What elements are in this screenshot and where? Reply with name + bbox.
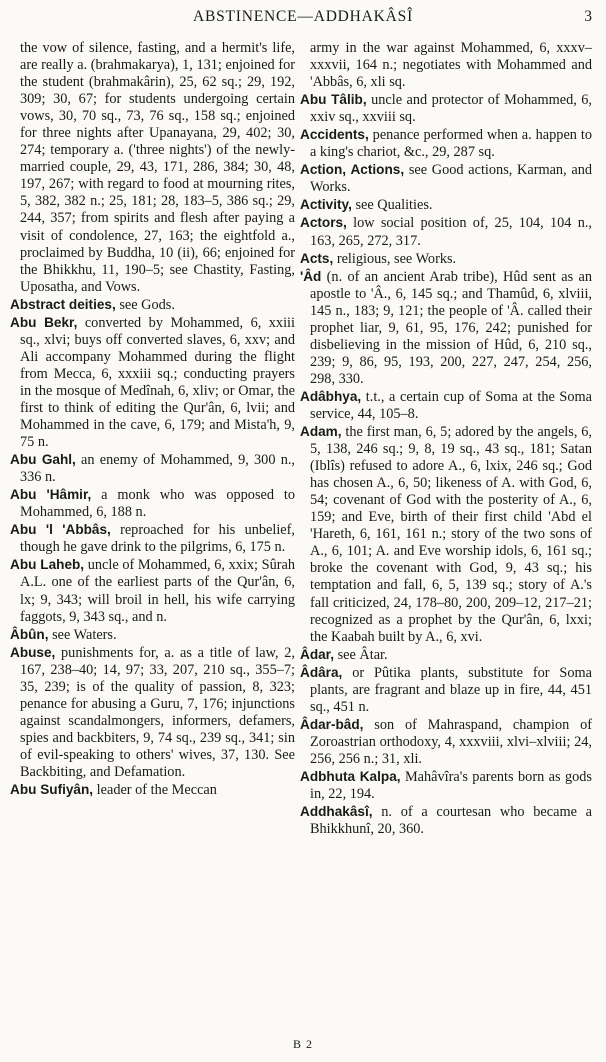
entry-text: army in the war against Mohammed, 6, xxxv–xxxvii, 164 n.; negotiates with Mohammed and 'Abbâs, 6, xli sq. bbox=[310, 40, 592, 91]
entry-term: Abu Laheb, bbox=[10, 557, 85, 573]
index-entry bbox=[10, 314, 295, 451]
entry-term: Abstract deities, bbox=[10, 296, 116, 312]
entry-text: or Pûtika plants, substitute for Soma plants, are fragrant and blaze up in fire, 44, 451 sq., 451 n. bbox=[310, 664, 592, 715]
entry-text: t.t., a certain cup of Soma at the Soma service, 44, 105–8. bbox=[310, 388, 592, 422]
index-entry bbox=[10, 486, 295, 521]
index-entry bbox=[10, 40, 295, 296]
entry-text: religious, see Works. bbox=[333, 250, 457, 267]
entry-text: an enemy of Mohammed, 9, 300 n., 336 n. bbox=[20, 452, 295, 486]
entry-term: Actors, bbox=[300, 215, 347, 231]
entry-term: 'Âd bbox=[300, 268, 322, 284]
entry-text: Mahâvîra's parents born as gods in, 22, 194. bbox=[310, 768, 592, 803]
index-entry bbox=[10, 626, 295, 644]
entry-text: see Gods. bbox=[115, 296, 175, 313]
entry-term: Abu Tâlib, bbox=[300, 92, 367, 108]
entry-term: Abu 'l 'Abbâs, bbox=[10, 522, 111, 538]
index-entry bbox=[300, 646, 592, 664]
entry-term: Abu Gahl, bbox=[10, 452, 76, 468]
entry-term: Âdar, bbox=[300, 646, 334, 662]
entry-text: (n. of an ancient Arab tribe), Hûd sent as an apostle to 'Â., 6, 145 sq.; and Thamûd, 6, xlviii, 145 n., 183; 9, 121; the people of 'Â. called their prophet liar, 9, 61, 95, 176, 242; punished for disbelieving in the mission of Hûd, 6, 210 sq., 239; 9, 86, 95, 193, 200, 227, 247, 254, 256, 298, 330. bbox=[310, 268, 592, 387]
entry-term: Abu Sufiyân, bbox=[10, 782, 94, 798]
entry-text: the first man, 6, 5; adored by the angels, 6, 5, 138, 246 sq.; 9, 8, 19 sq., 43 sq., 181; Satan (Iblîs) refused to adore A., 6, lxix, 246 sq.; God has chosen A., 6, 50; likeness of A. with God, 6, 54; covenant of God with the posterity of A., 6, 159; and Eve, birth of their first child 'Abd el 'Hareth, 6, 161, 161 n.; story of the two sons of A., 6, 101; A. and Eve worship idols, 6, 161 sq.; broke the covenant with God, 9, 43 sq.; his temptation and fall, 6, 5, 139 sq.; story of A.'s fall criticized, 24, 178–80, 200, 209–12, 217–21; recognized as a prophet by the Qur'ân, 6, lxxi; the Kaabah built by A., 6, xvi. bbox=[310, 424, 592, 645]
entry-text: see Âtar. bbox=[334, 646, 388, 663]
index-entry bbox=[300, 161, 592, 196]
entry-term: Abuse, bbox=[10, 644, 56, 660]
index-entry bbox=[300, 423, 592, 646]
index-entry bbox=[300, 716, 592, 768]
index-entry bbox=[300, 250, 592, 268]
entry-text: converted by Mohammed, 6, xxiii sq., xlvi; buys off converted slaves, 6, xxv; and Ali accompany Mohammed during the flight from Mecca, 6, xxxiii sq.; conducting prayers in the mosque of Medînah, 6, xliv; or Omar, the first to think of editing the Qur'ân, 6, lvii; and Mohammed in the cave, 6, 179; and Mista'h, 9, 75 n. bbox=[20, 314, 295, 451]
signature-mark: B 2 bbox=[292, 1037, 313, 1051]
entry-term: Acts, bbox=[300, 250, 334, 266]
entry-text: see Good actions, Karman, and Works. bbox=[310, 162, 593, 196]
index-entry bbox=[300, 803, 592, 838]
page-header bbox=[0, 6, 606, 28]
entry-term: Accidents, bbox=[300, 127, 369, 143]
entry-text: a monk who was opposed to Mohammed, 6, 188 n. bbox=[20, 487, 295, 521]
index-entry bbox=[300, 268, 592, 388]
index-entry bbox=[300, 91, 592, 126]
index-entry bbox=[10, 644, 295, 781]
entry-term: Adbhuta Kalpa, bbox=[300, 768, 401, 784]
left-column bbox=[10, 40, 295, 799]
entry-text: low social position of, 25, 104, 104 n., 163, 265, 272, 317. bbox=[310, 215, 592, 249]
index-entry bbox=[10, 296, 295, 314]
entry-term: Âdâra, bbox=[300, 664, 343, 680]
running-title: ABSTINENCE—ADDHAKÂSÎ bbox=[192, 8, 414, 25]
entry-text: n. of a courtesan who became a Bhikkhunî, 20, 360. bbox=[310, 804, 592, 838]
index-entry bbox=[300, 196, 592, 214]
entry-text: uncle of Mohammed, 6, xxix; Sûrah A.L. one of the earliest parts of the Qur'ân, 6, lx; 9, 343; will broil in hell, his wife carrying faggots, 9, 343 sq., and n. bbox=[20, 557, 295, 625]
entry-term: Addhakâsî, bbox=[300, 804, 373, 820]
index-entry bbox=[300, 40, 592, 91]
page-number: 3 bbox=[584, 8, 592, 25]
index-entry bbox=[10, 556, 295, 625]
entry-text: son of Mahraspand, champion of Zoroastrian orthodoxy, 4, xxxviii, xlvi–xlviii; 24, 256, 256 n.; 31, xli. bbox=[310, 716, 592, 767]
index-entry bbox=[10, 521, 295, 556]
entry-text: uncle and protector of Mohammed, 6, xxiv sq., xxviii sq. bbox=[310, 92, 592, 126]
right-column bbox=[300, 40, 592, 838]
entry-term: Activity, bbox=[300, 197, 352, 213]
index-entry bbox=[300, 664, 592, 716]
index-entry bbox=[300, 214, 592, 249]
index-entry bbox=[300, 768, 592, 803]
entry-text: see Qualities. bbox=[351, 197, 433, 214]
entry-text: the vow of silence, fasting, and a hermit's life, are really a. (brahmakarya), 1, 131; enjoined for the student (brahmakârin), 25, 62 sq.; 29, 192, 309; 30, 67; for students undergoing certain vows, 30, 70 sq., 73, 76 sq., 158 sq.; enjoined for three nights after Upanayana, 29, 402; 30, 274; temporary a. ('three nights') of the newly-married couple, 29, 43, 171, 286, 384; 30, 48, 197, 267; with regard to food at mourning rites, 5, 382, 382 n.; 25, 181; 28, 183–5, 386 sq.; 29, 244, 357; from spirits and flesh after paying a visit of condolence, 27, 163; the eightfold a., proclaimed by Buddha, 10 (ii), 66; enjoined for the Bhikkhu, 11, 190–5; see Chastity, Fasting, Uposatha, and Vows. bbox=[20, 40, 295, 295]
index-entry bbox=[10, 451, 295, 486]
entry-text: see Waters. bbox=[48, 626, 117, 643]
entry-term: Âdar-bâd, bbox=[300, 716, 364, 732]
entry-term: Abu Bekr, bbox=[10, 314, 78, 330]
index-entry bbox=[300, 388, 592, 423]
entry-text: leader of the Meccan bbox=[93, 782, 217, 799]
index-entry bbox=[10, 781, 295, 799]
entry-text: punishments for, a. as a title of law, 2, 167, 238–40; 14, 97; 33, 207, 210 sq., 355–7; 35, 239; is of the quality of passion, 8, 323; penance for abusing a Guru, 7, 176; injunctions against scandalmongers, informers, defamers, spies and backbiters, 9, 74 sq., 239 sq., 341; sin of evil-speaking to others' wives, 37, 130. See Backbiting, and Defamation. bbox=[20, 644, 295, 780]
entry-term: Adâbhya, bbox=[300, 388, 362, 404]
entry-text: reproached for his unbelief, though he gave drink to the pilgrims, 6, 175 n. bbox=[20, 522, 295, 556]
entry-term: Abu 'Hâmir, bbox=[10, 487, 92, 503]
entry-term: Action, Actions, bbox=[300, 162, 405, 178]
index-entry bbox=[300, 126, 592, 161]
entry-term: Âbûn, bbox=[10, 626, 49, 642]
entry-term: Adam, bbox=[300, 424, 342, 440]
entry-text: penance performed when a. happen to a king's chariot, &c., 29, 287 sq. bbox=[310, 127, 592, 161]
